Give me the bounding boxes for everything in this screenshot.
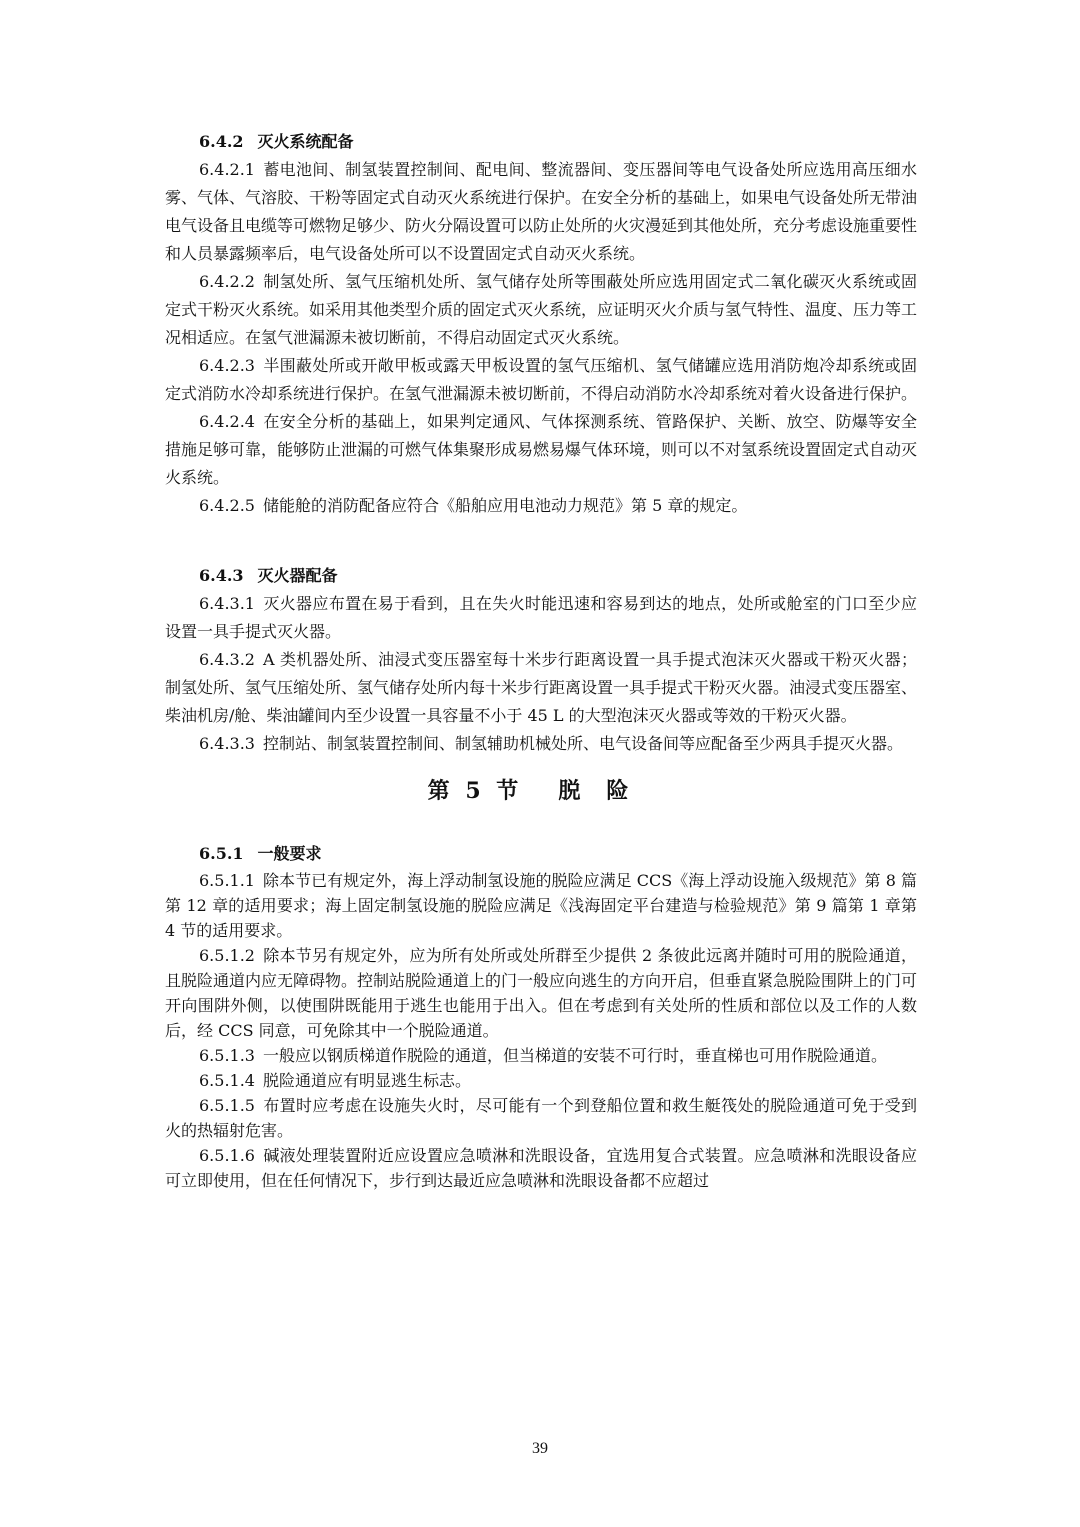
section-title: 灭火系统配备 xyxy=(257,132,354,151)
section-heading-6-4-3 xyxy=(165,562,917,590)
section-number: 6.4.3 xyxy=(199,566,244,585)
section-title: 灭火器配备 xyxy=(257,566,338,585)
paragraph-6-5-1-6: 6.5.1.6 碱液处理装置附近应设置应急喷淋和洗眼设备，宜选用复合式装置。应急喷淋和洗眼设备应可立即使用，但在任何情况下，步行到达最近应急喷淋和洗眼设备都不应超过 xyxy=(165,1146,917,1190)
chapter-title: 脱险 xyxy=(558,778,655,804)
paragraph-6-4-2-5: 6.4.2.5 储能舱的消防配备应符合《船舶应用电池动力规范》第 5 章的规定。 xyxy=(199,496,748,515)
paragraph-6-4-3-1: 6.4.3.1 灭火器应布置在易于看到，且在失火时能迅速和容易到达的地点，处所或舱室的门口至少应设置一具手提式灭火器。 xyxy=(165,594,917,641)
paragraph-6-5-1-2: 6.5.1.2 除本节另有规定外，应为所有处所或处所群至少提供 2 条彼此远离并随时可用的脱险通道，且脱险通道内应无障碍物。控制站脱险通道上的门一般应向逃生的方向开启，但垂直紧急脱险围阱上的门可开向围阱外侧，以使围阱既能用于逃生也能用于出入。但在考虑到有关处所的性质和部位以及工作的人数后，经 CCS 同意，可免除其中一个脱险通道。 xyxy=(165,946,918,1040)
section-number: 6.5.1 xyxy=(199,844,244,863)
paragraph-6-5-1-4: 6.5.1.4 脱险通道应有明显逃生标志。 xyxy=(199,1071,471,1090)
chapter-heading xyxy=(165,776,917,806)
paragraph-6-5-1-3: 6.5.1.3 一般应以钢质梯道作脱险的通道，但当梯道的安装不可行时，垂直梯也可用作脱险通道。 xyxy=(199,1046,887,1065)
section-spacer xyxy=(165,520,917,562)
chapter-number: 第 5 节 xyxy=(427,778,523,804)
paragraph-6-4-3-2: 6.4.3.2 A 类机器处所、油浸式变压器室每十米步行距离设置一具手提式泡沫灭火器或干粉灭火器；制氢处所、氢气压缩处所、氢气储存处所内每十米步行距离设置一具手提式干粉灭火器。油浸式变压器室、柴油机房/舱、柴油罐间内至少设置一具容量不小于 45 L 的大型泡沫灭火器或等效的干粉灭火器。 xyxy=(165,650,918,725)
page-content xyxy=(165,128,917,1193)
paragraph-6-5-1-5: 6.5.1.5 布置时应考虑在设施失火时，尽可能有一个到登船位置和救生艇筏处的脱险通道可免于受到火的热辐射危害。 xyxy=(165,1096,917,1140)
section-heading-6-4-2 xyxy=(165,128,917,156)
paragraph-6-4-2-3: 6.4.2.3 半围蔽处所或开敞甲板或露天甲板设置的氢气压缩机、氢气储罐应选用消防炮冷却系统或固定式消防水冷却系统进行保护。在氢气泄漏源未被切断前，不得启动消防水冷却系统对着火设备进行保护。 xyxy=(165,356,918,403)
paragraph-6-5-1-1: 6.5.1.1 除本节已有规定外，海上浮动制氢设施的脱险应满足 CCS《海上浮动设施入级规范》第 8 篇第 12 章的适用要求；海上固定制氢设施的脱险应满足《浅海固定平台建造与检验规范》第 9 篇第 1 章第 4 节的适用要求。 xyxy=(165,871,917,940)
section-heading-6-5-1 xyxy=(165,840,917,868)
paragraph-6-4-3-3: 6.4.3.3 控制站、制氢装置控制间、制氢辅助机械处所、电气设备间等应配备至少两具手提灭火器。 xyxy=(199,734,903,753)
paragraph-6-4-2-1: 6.4.2.1 蓄电池间、制氢装置控制间、配电间、整流器间、变压器间等电气设备处所应选用高压细水雾、气体、气溶胶、干粉等固定式自动灭火系统进行保护。在安全分析的基础上，如果电气设备处所无带油电气设备且电缆等可燃物足够少、防火分隔设置可以防止处所的火灾漫延到其他处所，充分考虑设施重要性和人员暴露频率后，电气设备处所可以不设置固定式自动灭火系统。 xyxy=(165,160,918,263)
paragraph-6-4-2-2: 6.4.2.2 制氢处所、氢气压缩机处所、氢气储存处所等围蔽处所应选用固定式二氧化碳灭火系统或固定式干粉灭火系统。如采用其他类型介质的固定式灭火系统，应证明灭火介质与氢气特性、温度、压力等工况相适应。在氢气泄漏源未被切断前，不得启动固定式灭火系统。 xyxy=(165,272,918,347)
section-number: 6.4.2 xyxy=(199,132,244,151)
section-title: 一般要求 xyxy=(257,844,322,863)
paragraph-6-4-2-4: 6.4.2.4 在安全分析的基础上，如果判定通风、气体探测系统、管路保护、关断、放空、防爆等安全措施足够可靠，能够防止泄漏的可燃气体集聚形成易燃易爆气体环境，则可以不对氢系统设置固定式自动灭火系统。 xyxy=(165,412,918,487)
page-number: 39 xyxy=(532,1440,548,1457)
